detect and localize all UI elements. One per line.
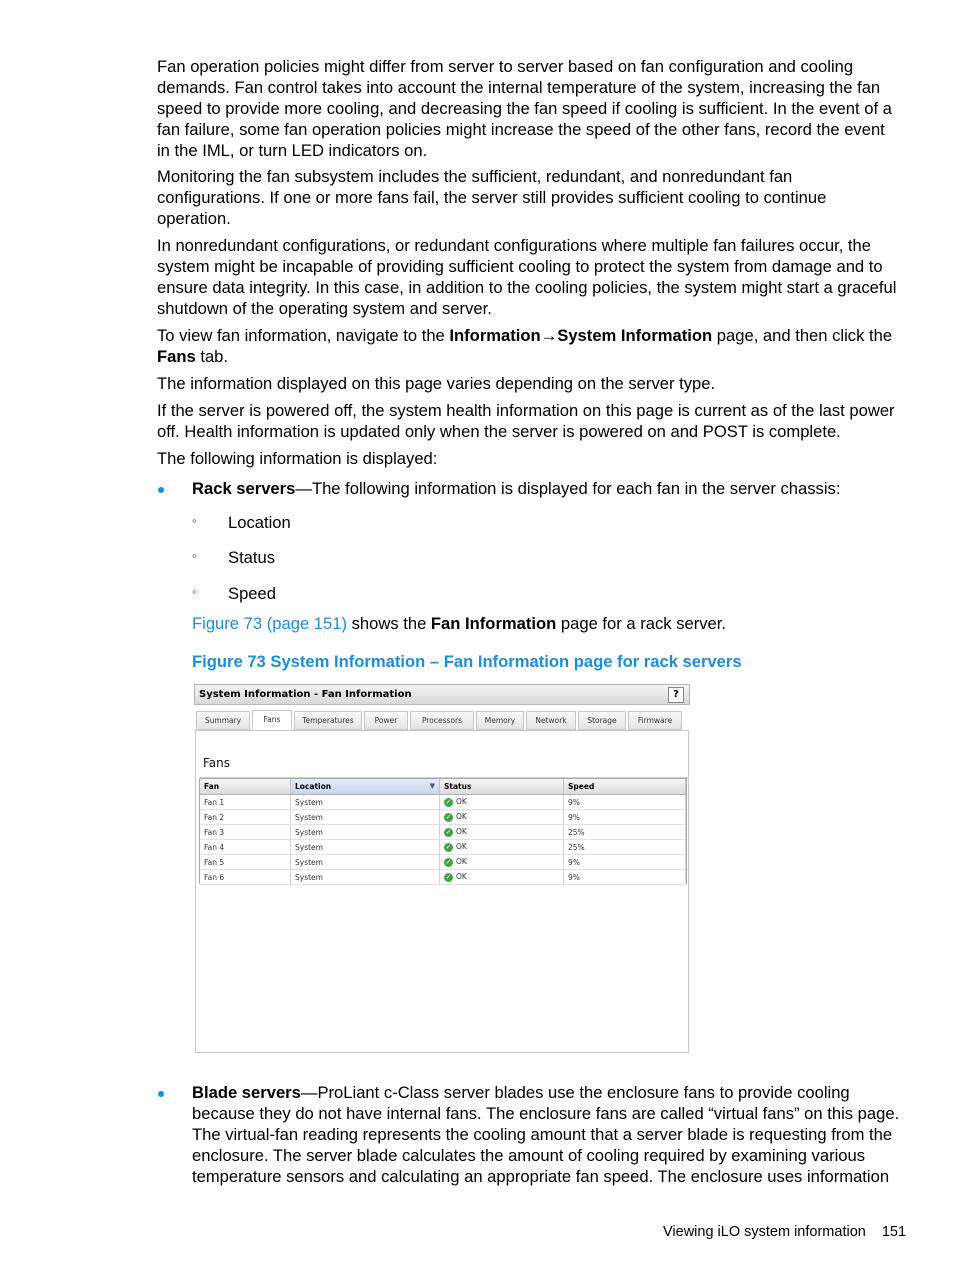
nav-text-2: page, and then click the — [712, 326, 893, 345]
rack-servers-term: Rack servers — [192, 479, 296, 498]
section-title: Fans — [200, 755, 689, 779]
cell-speed: 25% — [564, 840, 686, 855]
paragraph-following: The following information is displayed: — [157, 449, 438, 468]
figure-73-link[interactable]: Figure 73 (page 151) — [192, 614, 347, 633]
page-footer — [663, 1222, 906, 1242]
cell-fan: Fan 6 — [200, 870, 291, 885]
column-header-status[interactable]: Status — [440, 779, 564, 795]
bullet-rack-servers — [192, 478, 902, 499]
cell-location: System — [291, 855, 440, 870]
ref-text-2: page for a rack server. — [556, 614, 727, 633]
tab-summary[interactable]: Summary — [196, 711, 250, 730]
paragraph-varies: The information displayed on this page varies depending on the server type. — [157, 374, 716, 393]
column-header-location[interactable] — [291, 779, 440, 795]
window-title: System Information - Fan Information — [199, 689, 412, 700]
status-text: OK — [456, 857, 467, 867]
tab-processors[interactable]: Processors — [410, 711, 474, 730]
ok-check-icon: ✓ — [445, 872, 452, 881]
blade-servers-desc: —ProLiant c-Class server blades use the enclosure fans to provide cooling because they do not have internal fans. The enclosure fans are called “virtual fans” on this page. The virtual-fan reading represents the cooling amount that a server blade is requesting from the enclosure. The server blade calculates the amount of cooling required by examining various temperature sensors and calculating an appropriate fan speed. The enclosure uses information — [192, 1083, 900, 1186]
tab-firmware[interactable]: Firmware — [628, 711, 682, 730]
ref-fan-information: Fan Information — [430, 614, 557, 633]
status-text: OK — [456, 872, 467, 882]
ok-check-icon: ✓ — [445, 812, 452, 821]
cell-speed: 9% — [564, 855, 686, 870]
table-row[interactable] — [200, 810, 686, 825]
paragraph-nonredundant: In nonredundant configurations, or redundant configurations where multiple fan failures occur, the system might be incapable of providing sufficient cooling to protect the system from damage and to ensure data integrity. In this case, in addition to the cooling policies, the system might start a graceful shutdown of the operating system and server. — [157, 236, 897, 318]
table-row[interactable] — [200, 870, 686, 885]
ok-check-icon: ✓ — [445, 827, 452, 836]
fan-table — [200, 779, 686, 885]
sort-descending-icon: ▼ — [429, 782, 435, 790]
ref-text-1: shows the — [346, 614, 431, 633]
ok-check-icon: ✓ — [445, 797, 452, 806]
ok-check-icon: ✓ — [445, 857, 452, 866]
cell-speed: 9% — [564, 870, 686, 885]
cell-fan: Fan 3 — [200, 825, 291, 840]
cell-speed: 9% — [564, 810, 686, 825]
cell-fan: Fan 2 — [200, 810, 291, 825]
cell-status — [440, 840, 564, 855]
cell-status — [440, 855, 564, 870]
help-icon[interactable]: ? — [668, 687, 684, 703]
sub-bullet-icon: ◦ — [192, 548, 197, 563]
tab-memory[interactable]: Memory — [476, 711, 524, 730]
figure-caption: Figure 73 System Information – Fan Information page for rack servers — [192, 652, 742, 671]
cell-location: System — [291, 840, 440, 855]
cell-speed: 25% — [564, 825, 686, 840]
rack-servers-desc: —The following information is displayed for each fan in the server chassis: — [295, 479, 841, 498]
column-header-fan[interactable]: Fan — [200, 779, 291, 795]
nav-text-1: To view fan information, navigate to the — [157, 326, 450, 345]
cell-status — [440, 810, 564, 825]
fans-panel — [195, 730, 689, 1053]
blade-servers-term: Blade servers — [192, 1083, 301, 1102]
arrow-icon: → — [540, 326, 558, 345]
tab-fans[interactable]: Fans — [252, 710, 292, 731]
column-header-speed[interactable]: Speed — [564, 779, 686, 795]
cell-location: System — [291, 825, 440, 840]
table-row[interactable] — [200, 825, 686, 840]
list-item-location: Location — [228, 513, 291, 532]
cell-status — [440, 825, 564, 840]
table-row[interactable] — [200, 795, 686, 810]
status-text: OK — [456, 797, 467, 807]
status-text: OK — [456, 812, 467, 822]
list-item-speed: Speed — [228, 584, 276, 603]
status-text: OK — [456, 827, 467, 837]
paragraph-powered-off: If the server is powered off, the system health information on this page is current as of the last power off. Health information is updated only when the server is powered on and POST is complete. — [157, 401, 895, 441]
cell-location: System — [291, 795, 440, 810]
cell-speed: 9% — [564, 795, 686, 810]
paragraph-fan-monitoring: Monitoring the fan subsystem includes the sufficient, redundant, and nonredundant fan configurations. If one or more fans fail, the server still provides sufficient cooling to continue operation. — [157, 167, 827, 228]
bullet-icon — [158, 487, 164, 493]
window-title-bar — [194, 684, 690, 705]
table-row[interactable] — [200, 855, 686, 870]
cell-status — [440, 870, 564, 885]
sub-bullet-icon: ◦ — [192, 584, 197, 599]
paragraph-fan-policies: Fan operation policies might differ from server to server based on fan configuration and cooling demands. Fan control takes into account the internal temperature of the system, increasing the fan speed to provide more cooling, and decreasing the fan speed if cooling is sufficient. In the event of a fan failure, some fan operation policies might increase the speed of the other fans, record the event in the IML, or turn LED indicators on. — [157, 57, 892, 160]
status-text: OK — [456, 842, 467, 852]
bullet-blade-servers — [192, 1082, 902, 1187]
sub-bullet-icon: ◦ — [192, 513, 197, 528]
cell-fan: Fan 1 — [200, 795, 291, 810]
fan-information-screenshot — [194, 684, 690, 1054]
footer-section-title: Viewing iLO system information — [663, 1224, 866, 1240]
tab-temperatures[interactable]: Temperatures — [294, 711, 362, 730]
cell-location: System — [291, 870, 440, 885]
list-item-status: Status — [228, 548, 276, 567]
page-number: 151 — [881, 1224, 907, 1240]
nav-fans-tab: Fans — [157, 347, 196, 366]
ok-check-icon: ✓ — [445, 842, 452, 851]
bullet-icon — [158, 1091, 164, 1097]
cell-fan: Fan 5 — [200, 855, 291, 870]
cell-status — [440, 795, 564, 810]
table-row[interactable] — [200, 840, 686, 855]
tab-storage[interactable]: Storage — [578, 711, 626, 730]
nav-text-3: tab. — [195, 347, 229, 366]
paragraph-navigation — [157, 325, 902, 367]
column-header-location-label: Location — [295, 782, 332, 791]
nav-system-information: System Information — [557, 326, 713, 345]
figure-reference — [192, 613, 902, 634]
nav-information: Information — [449, 326, 541, 345]
tab-network[interactable]: Network — [526, 711, 576, 730]
fan-table-container — [199, 778, 687, 884]
cell-location: System — [291, 810, 440, 825]
tab-power[interactable]: Power — [364, 711, 408, 730]
cell-fan: Fan 4 — [200, 840, 291, 855]
